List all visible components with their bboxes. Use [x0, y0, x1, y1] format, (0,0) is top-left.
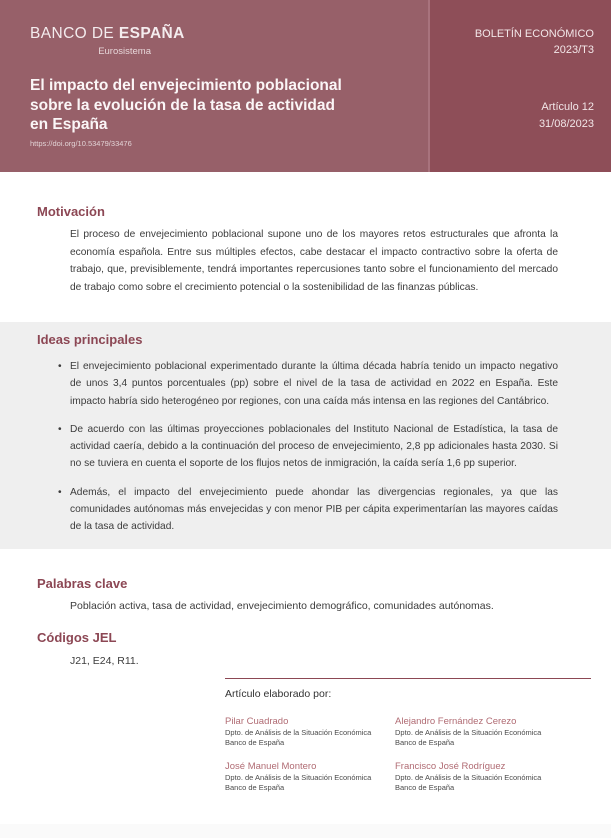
palabras-clave-heading: Palabras clave	[37, 576, 128, 591]
title-line-3: en España	[30, 116, 108, 133]
author-department: Dpto. de Análisis de la Situación Económica	[395, 773, 542, 782]
author-department: Dpto. de Análisis de la Situación Económica	[225, 728, 372, 737]
idea-bullet-1-text: El envejecimiento poblacional experimentado durante la última década habría tenido un impacto negativo de unos 3,4 puntos porcentuales (pp) sobre el nivel de la tasa de actividad en 2022 en España. Este impacto habría sido heterogéneo por regiones, con una caída más intensa en las regiones del Cantábrico.	[70, 361, 558, 407]
authors-block	[225, 678, 591, 792]
bullet-icon: •	[58, 423, 62, 435]
author-organization: Banco de España	[225, 782, 285, 792]
bullet-icon: •	[58, 486, 62, 498]
publication-issue: 2023/T3	[553, 44, 594, 56]
idea-bullet-2	[58, 421, 558, 473]
ideas-heading: Ideas principales	[37, 332, 143, 347]
palabras-clave-text: Población activa, tasa de actividad, envejecimiento demográfico, comunidades autónomas.	[70, 600, 494, 612]
author-department: Dpto. de Análisis de la Situación Económica	[225, 773, 372, 782]
title-line-2: sobre la evolución de la tasa de actividad	[30, 96, 335, 114]
idea-bullet-1	[58, 358, 558, 410]
author-card	[225, 761, 395, 792]
motivacion-paragraph: El proceso de envejecimiento poblacional supone uno de los mayores retos estructurales que afronta la economía española. Entre sus múltiples efectos, cabe destacar el impacto contractivo sobre la oferta de trabajo, que, previsiblemente, tendrá importantes repercusiones tanto sobre el funcionamiento del mercado de trabajo como sobre el crecimiento potencial o la sostenibilidad de las finanzas públicas.	[70, 229, 558, 293]
author-organization: Banco de España	[395, 782, 455, 792]
bullet-icon: •	[58, 361, 62, 372]
idea-bullet-3	[58, 484, 558, 536]
author-card	[395, 761, 565, 792]
codigos-jel-heading: Códigos JEL	[37, 630, 117, 645]
authors-block-heading: Artículo elaborado por:	[225, 688, 332, 700]
idea-bullet-3-text: Además, el impacto del envejecimiento puede ahondar las divergencias regionales, ya que las comunidades autónomas más envejecidas y con menor PIB per cápita experimentarían las mayores caídas de la tasa de actividad.	[70, 486, 558, 533]
author-card	[395, 716, 565, 747]
author-organization: Banco de España	[395, 737, 455, 747]
header-right-panel	[428, 0, 611, 172]
author-name: Pilar Cuadrado	[225, 716, 289, 727]
author-department: Dpto. de Análisis de la Situación Económica	[395, 728, 542, 737]
motivacion-heading: Motivación	[37, 204, 105, 219]
article-title	[30, 76, 410, 135]
author-name: Alejandro Fernández Cerezo	[395, 716, 517, 727]
page-bottom-band	[0, 824, 611, 838]
article-number: Artículo 12	[541, 101, 594, 113]
authors-grid	[225, 716, 591, 792]
author-organization: Banco de España	[225, 737, 285, 747]
author-name: José Manuel Montero	[225, 761, 317, 772]
doi-link[interactable]: https://doi.org/10.53479/33476	[30, 139, 132, 148]
ideas-bullet-list	[0, 358, 611, 536]
eurosistema-label: Eurosistema	[98, 46, 151, 57]
banco-de-espana-logo	[30, 25, 185, 43]
article-date: 31/08/2023	[538, 118, 594, 130]
ideas-principales-box	[0, 322, 611, 549]
author-card	[225, 716, 395, 747]
publication-name: BOLETÍN ECONÓMICO	[474, 28, 594, 40]
logo-espana: ESPAÑA	[118, 25, 185, 42]
idea-bullet-2-text: De acuerdo con las últimas proyecciones poblacionales del Instituto Nacional de Estadística, la tasa de actividad caería, debido a la continuación del proceso de envejecimiento, 2,8 pp adicionales hasta 2030. Si no se tuviera en cuenta el soporte de los flujos netos de inmigración, la caída sería 1,6 pp superior.	[70, 423, 558, 470]
title-line-1: El impacto del envejecimiento poblacional	[30, 77, 342, 94]
author-name: Francisco José Rodríguez	[395, 761, 506, 772]
logo-banco-de: BANCO DE	[30, 25, 119, 42]
cover-header	[0, 0, 611, 172]
codigos-jel-text: J21, E24, R11.	[70, 655, 139, 667]
